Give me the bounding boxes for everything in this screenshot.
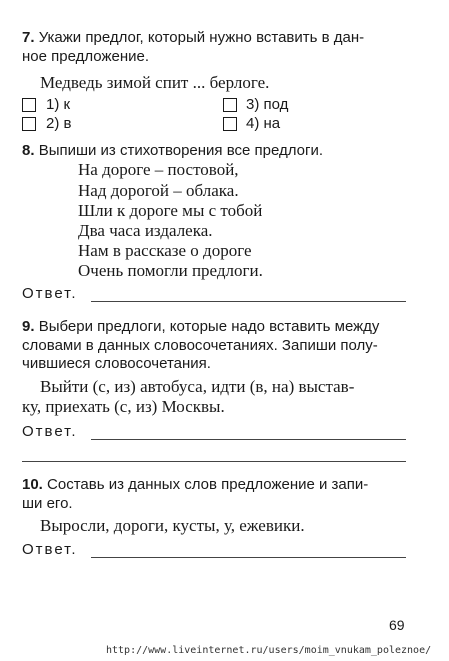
task10-question-line2: ши его.	[22, 495, 73, 512]
page-number: 69	[389, 617, 405, 633]
option-3-label: 3) под	[246, 96, 289, 113]
footer-url[interactable]: http://www.liveinternet.ru/users/moim_vnukam_poleznoe/	[106, 645, 432, 656]
option-3-checkbox[interactable]	[223, 98, 237, 112]
task7-question-line2: ное предложение.	[22, 48, 150, 65]
task8-question: 8. Выпиши из стихотворения все предлоги.	[22, 142, 324, 159]
task10-words: Выросли, дороги, кусты, у, ежевики.	[40, 516, 305, 535]
poem-line-3: Шли к дороге мы с тобой	[78, 201, 263, 220]
poem-line-6: Очень помогли предлоги.	[78, 261, 263, 280]
task10-number: 10.	[22, 476, 43, 493]
task9-question-line3: чившиеся словосочетания.	[22, 355, 211, 372]
poem-line-2: Над дорогой – облака.	[78, 181, 239, 200]
task7-sentence: Медведь зимой спит ... берлоге.	[40, 73, 270, 92]
option-2-label: 2) в	[46, 115, 72, 132]
task10-answer-line[interactable]	[91, 557, 406, 558]
task10-question-line1: 10. Составь из данных слов предложение и запи-	[22, 476, 369, 493]
task7-question-line1: 7. Укажи предлог, который нужно вставить в дан-	[22, 29, 365, 46]
task9-text-line1: Выйти (с, из) автобуса, идти (в, на) выстав-	[40, 377, 355, 396]
task9-answer-line-2[interactable]	[22, 461, 406, 462]
option-4-checkbox[interactable]	[223, 117, 237, 131]
task7-number: 7.	[22, 29, 35, 46]
poem-line-1: На дороге – постовой,	[78, 160, 239, 179]
option-4-label: 4) на	[246, 115, 281, 132]
task8-answer-label: Ответ.	[22, 285, 78, 302]
task8-number: 8.	[22, 142, 35, 159]
task9-answer-line-1[interactable]	[91, 439, 406, 440]
task8-answer-line[interactable]	[91, 301, 406, 302]
task10-answer-label: Ответ.	[22, 541, 78, 558]
option-1-checkbox[interactable]	[22, 98, 36, 112]
poem-line-4: Два часа издалека.	[78, 221, 213, 240]
option-1-label: 1) к	[46, 96, 71, 113]
poem-line-5: Нам в рассказе о дороге	[78, 241, 252, 260]
option-2-checkbox[interactable]	[22, 117, 36, 131]
task9-text-line2: ку, приехать (с, из) Москвы.	[22, 397, 225, 416]
task9-question-line2: словами в данных словосочетаниях. Запиши полу-	[22, 337, 378, 354]
task9-answer-label: Ответ.	[22, 423, 78, 440]
task9-question-line1: 9. Выбери предлоги, которые надо вставить между	[22, 318, 380, 335]
task9-number: 9.	[22, 318, 35, 335]
